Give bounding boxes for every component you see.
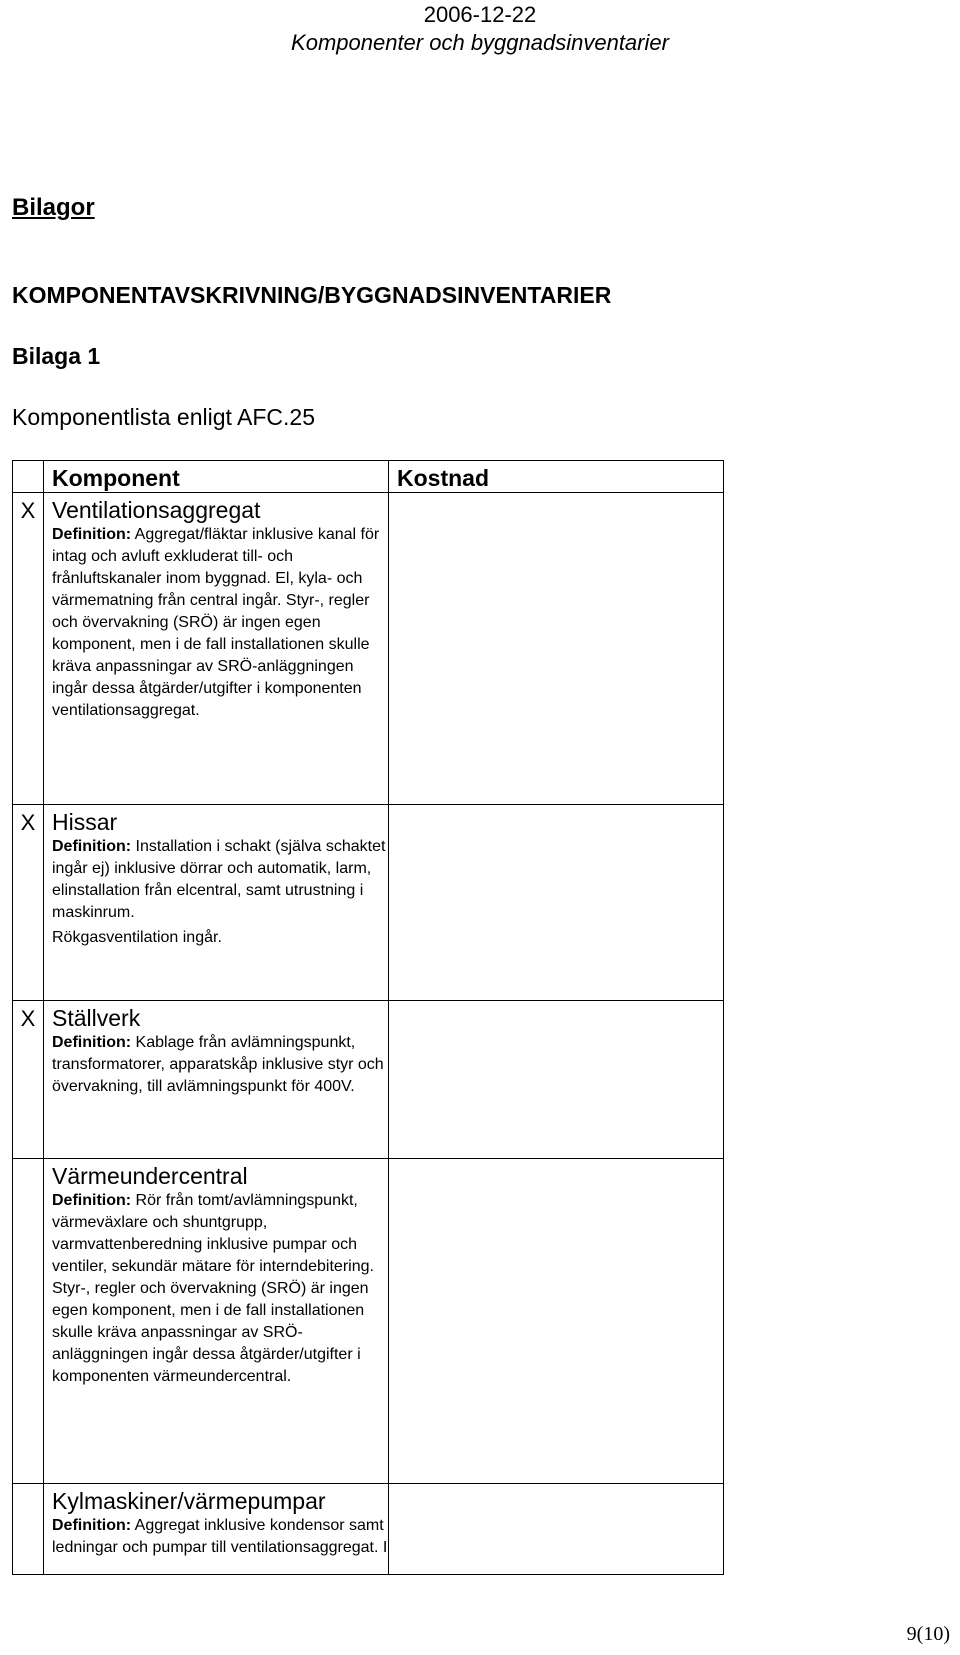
definition-text: Rör från tomt/avlämningspunkt, värmeväxlare och shuntgrupp, varmvattenberedning inklusive pumpar och ventiler, sekundär mätare för interndebitering. Styr-, regler och övervakning (SRÖ) är ingen egen komponent, men i de fall installationen skulle kräva anpassningar av SRÖ-anläggningen ingår dessa åtgärder/utgifter i komponenten värmeundercentral. bbox=[52, 1192, 374, 1385]
component-definition bbox=[52, 1515, 388, 1559]
cost-header: Kostnad bbox=[389, 461, 724, 493]
component-name: Värmeundercentral bbox=[52, 1163, 248, 1189]
component-definition bbox=[52, 524, 388, 722]
header-date: 2006-12-22 bbox=[423, 2, 537, 27]
component-name: Kylmaskiner/värmepumpar bbox=[52, 1488, 326, 1514]
definition-label: Definition: bbox=[52, 1192, 132, 1209]
row-mark bbox=[13, 1484, 44, 1575]
appendix-label: Bilaga 1 bbox=[12, 343, 101, 369]
page-number: 9(10) bbox=[906, 1623, 950, 1645]
definition-text: Aggregat/fläktar inklusive kanal för intag och avluft exkluderat till- och frånluftskanaler inom byggnad. El, kyla- och värmematning från central ingår. Styr-, regler och övervakning (SRÖ) är ingen egen komponent, men i de fall installationen skulle kräva anpassningar av SRÖ-anläggningen ingår dessa åtgärder/utgifter i komponenten ventilationsaggregat. bbox=[52, 526, 380, 719]
component-cell bbox=[44, 1159, 389, 1484]
component-definition bbox=[52, 1190, 388, 1388]
component-name: Ställverk bbox=[52, 1005, 141, 1031]
component-cell bbox=[44, 1484, 389, 1575]
definition-text: Aggregat inklusive kondensor samt ledningar och pumpar till ventilationsaggregat. I bbox=[52, 1517, 388, 1556]
component-name: Hissar bbox=[52, 809, 118, 835]
cost-cell bbox=[389, 1484, 724, 1575]
table-row bbox=[13, 1484, 724, 1575]
section-title: Bilagor bbox=[12, 194, 95, 221]
component-cell bbox=[44, 1001, 389, 1159]
row-mark: X bbox=[13, 805, 44, 1001]
definition-label: Definition: bbox=[52, 1034, 132, 1051]
table-row bbox=[13, 1159, 724, 1484]
table-row bbox=[13, 805, 724, 1001]
component-definition bbox=[52, 836, 388, 924]
component-cell bbox=[44, 493, 389, 805]
definition-label: Definition: bbox=[52, 838, 132, 855]
cost-cell bbox=[389, 493, 724, 805]
main-heading: KOMPONENTAVSKRIVNING/BYGGNADSINVENTARIER bbox=[12, 282, 612, 308]
definition-label: Definition: bbox=[52, 1517, 132, 1534]
table-header-row bbox=[13, 461, 724, 493]
definition-text: Kablage från avlämningspunkt, transformatorer, apparatskåp inklusive styr och övervakning, till avlämningspunkt för 400V. bbox=[52, 1034, 384, 1095]
definition-text: Installation i schakt (själva schaktet ingår ej) inklusive dörrar och automatik, larm, elinstallation från elcentral, samt utrustning i maskinrum. bbox=[52, 838, 386, 921]
row-mark: X bbox=[13, 493, 44, 805]
component-definition bbox=[52, 1032, 388, 1098]
row-mark: X bbox=[13, 1001, 44, 1159]
component-cell bbox=[44, 805, 389, 1001]
cost-cell bbox=[389, 1159, 724, 1484]
component-extra: Rökgasventilation ingår. bbox=[52, 929, 222, 946]
definition-label: Definition: bbox=[52, 526, 132, 543]
cost-cell bbox=[389, 805, 724, 1001]
table-row bbox=[13, 1001, 724, 1159]
row-mark bbox=[13, 1159, 44, 1484]
header-title: Komponenter och byggnadsinventarier bbox=[291, 30, 669, 55]
table-row bbox=[13, 493, 724, 805]
component-table bbox=[12, 460, 724, 1575]
component-header: Komponent bbox=[44, 461, 389, 493]
component-name: Ventilationsaggregat bbox=[52, 497, 261, 523]
mark-header-cell bbox=[13, 461, 44, 493]
list-label: Komponentlista enligt AFC.25 bbox=[12, 404, 316, 430]
cost-cell bbox=[389, 1001, 724, 1159]
